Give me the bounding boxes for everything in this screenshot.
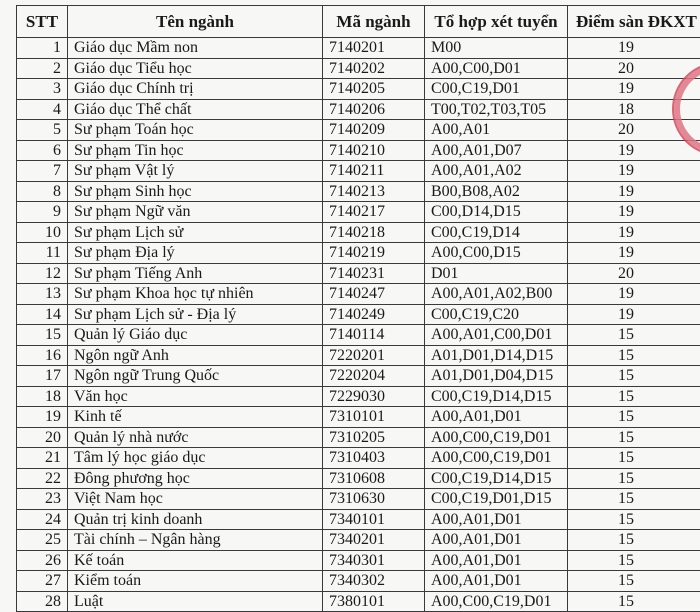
row-major-code: 7140114 — [323, 325, 425, 346]
table-header-row — [17, 6, 700, 38]
row-subject-combination: T00,T02,T03,T05 — [425, 99, 568, 120]
row-major-code: 7140205 — [323, 79, 425, 100]
admission-table-container — [16, 5, 700, 612]
row-stt: 6 — [17, 140, 68, 161]
table-row — [17, 325, 700, 346]
row-stt: 22 — [17, 468, 68, 489]
row-min-score: 19 — [568, 284, 700, 305]
row-stt: 25 — [17, 530, 68, 551]
header-min-score: Điểm sàn ĐKXT — [568, 6, 700, 38]
row-stt: 26 — [17, 550, 68, 571]
row-subject-combination: A00,C00,C19,D01 — [425, 448, 568, 469]
table-row — [17, 120, 700, 141]
row-stt: 19 — [17, 407, 68, 428]
row-major-code: 7140231 — [323, 263, 425, 284]
row-min-score: 19 — [568, 202, 700, 223]
header-stt: STT — [17, 6, 68, 38]
row-major-name: Văn học — [68, 386, 323, 407]
table-row — [17, 427, 700, 448]
row-min-score: 15 — [568, 509, 700, 530]
row-major-name: Giáo dục Tiểu học — [68, 58, 323, 79]
row-major-code: 7140213 — [323, 181, 425, 202]
row-min-score: 19 — [568, 181, 700, 202]
header-major-name: Tên ngành — [68, 6, 323, 38]
row-stt: 27 — [17, 571, 68, 592]
row-subject-combination: A00,A01,D01 — [425, 550, 568, 571]
row-major-code: 7140211 — [323, 161, 425, 182]
row-subject-combination: C00,D14,D15 — [425, 202, 568, 223]
row-major-name: Sư phạm Tiếng Anh — [68, 263, 323, 284]
table-row — [17, 38, 700, 59]
row-stt: 12 — [17, 263, 68, 284]
row-min-score: 19 — [568, 79, 700, 100]
row-major-code: 7140219 — [323, 243, 425, 264]
row-major-code: 7310101 — [323, 407, 425, 428]
row-min-score: 15 — [568, 571, 700, 592]
header-major-code: Mã ngành — [323, 6, 425, 38]
row-min-score: 19 — [568, 161, 700, 182]
row-stt: 18 — [17, 386, 68, 407]
row-min-score: 19 — [568, 243, 700, 264]
table-row — [17, 448, 700, 469]
row-min-score: 20 — [568, 58, 700, 79]
row-stt: 4 — [17, 99, 68, 120]
row-major-name: Luật — [68, 591, 323, 612]
row-stt: 17 — [17, 366, 68, 387]
row-min-score: 20 — [568, 120, 700, 141]
table-row — [17, 386, 700, 407]
row-min-score: 15 — [568, 591, 700, 612]
row-stt: 5 — [17, 120, 68, 141]
row-major-code: 7140210 — [323, 140, 425, 161]
row-major-name: Sư phạm Ngữ văn — [68, 202, 323, 223]
row-subject-combination: A00,A01,D07 — [425, 140, 568, 161]
row-min-score: 15 — [568, 325, 700, 346]
row-subject-combination: A00,A01,D01 — [425, 530, 568, 551]
row-stt: 8 — [17, 181, 68, 202]
row-subject-combination: A00,A01 — [425, 120, 568, 141]
row-stt: 24 — [17, 509, 68, 530]
row-subject-combination: A00,C00,C19,D01 — [425, 591, 568, 612]
row-min-score: 15 — [568, 366, 700, 387]
row-major-name: Quản lý Giáo dục — [68, 325, 323, 346]
row-major-name: Giáo dục Thể chất — [68, 99, 323, 120]
row-subject-combination: C00,C19,D01,D15 — [425, 489, 568, 510]
row-min-score: 15 — [568, 427, 700, 448]
table-row — [17, 345, 700, 366]
row-major-code: 7340201 — [323, 530, 425, 551]
row-subject-combination: C00,C19,D14 — [425, 222, 568, 243]
row-major-name: Tâm lý học giáo dục — [68, 448, 323, 469]
table-row — [17, 550, 700, 571]
row-subject-combination: A01,D01,D14,D15 — [425, 345, 568, 366]
table-row — [17, 140, 700, 161]
row-stt: 16 — [17, 345, 68, 366]
row-major-code: 7310403 — [323, 448, 425, 469]
row-min-score: 19 — [568, 222, 700, 243]
table-row — [17, 79, 700, 100]
row-major-name: Sư phạm Sinh học — [68, 181, 323, 202]
row-major-code: 7220201 — [323, 345, 425, 366]
row-major-code: 7380101 — [323, 591, 425, 612]
table-body — [17, 38, 700, 612]
row-stt: 3 — [17, 79, 68, 100]
table-row — [17, 366, 700, 387]
row-major-name: Quản trị kinh doanh — [68, 509, 323, 530]
table-row — [17, 284, 700, 305]
row-major-name: Giáo dục Chính trị — [68, 79, 323, 100]
row-major-code: 7140249 — [323, 304, 425, 325]
row-major-code: 7140206 — [323, 99, 425, 120]
row-stt: 20 — [17, 427, 68, 448]
table-row — [17, 181, 700, 202]
table-row — [17, 202, 700, 223]
row-major-name: Sư phạm Lịch sử — [68, 222, 323, 243]
table-row — [17, 243, 700, 264]
row-stt: 9 — [17, 202, 68, 223]
row-min-score: 15 — [568, 530, 700, 551]
row-major-name: Kinh tế — [68, 407, 323, 428]
row-major-name: Tài chính – Ngân hàng — [68, 530, 323, 551]
row-major-code: 7340101 — [323, 509, 425, 530]
row-min-score: 19 — [568, 38, 700, 59]
row-min-score: 15 — [568, 550, 700, 571]
row-min-score: 15 — [568, 448, 700, 469]
row-major-name: Kế toán — [68, 550, 323, 571]
row-subject-combination: A00,C00,C19,D01 — [425, 427, 568, 448]
table-row — [17, 161, 700, 182]
row-major-code: 7310608 — [323, 468, 425, 489]
row-stt: 13 — [17, 284, 68, 305]
row-major-name: Sư phạm Toán học — [68, 120, 323, 141]
row-major-code: 7140218 — [323, 222, 425, 243]
row-major-name: Việt Nam học — [68, 489, 323, 510]
row-major-name: Sư phạm Khoa học tự nhiên — [68, 284, 323, 305]
table-row — [17, 468, 700, 489]
row-stt: 28 — [17, 591, 68, 612]
row-min-score: 18 — [568, 99, 700, 120]
row-major-code: 7310205 — [323, 427, 425, 448]
table-row — [17, 304, 700, 325]
table-row — [17, 263, 700, 284]
admission-score-table — [16, 5, 700, 612]
row-min-score: 19 — [568, 140, 700, 161]
row-major-name: Sư phạm Tin học — [68, 140, 323, 161]
row-subject-combination: C00,C19,D14,D15 — [425, 468, 568, 489]
row-stt: 2 — [17, 58, 68, 79]
row-major-name: Giáo dục Mầm non — [68, 38, 323, 59]
row-stt: 11 — [17, 243, 68, 264]
row-major-code: 7140202 — [323, 58, 425, 79]
row-stt: 10 — [17, 222, 68, 243]
row-subject-combination: B00,B08,A02 — [425, 181, 568, 202]
table-row — [17, 509, 700, 530]
table-row — [17, 58, 700, 79]
header-subject-combination: Tổ hợp xét tuyển — [425, 6, 568, 38]
row-major-code: 7310630 — [323, 489, 425, 510]
row-min-score: 20 — [568, 263, 700, 284]
row-min-score: 15 — [568, 489, 700, 510]
row-stt: 7 — [17, 161, 68, 182]
row-major-name: Quản lý nhà nước — [68, 427, 323, 448]
row-stt: 23 — [17, 489, 68, 510]
row-subject-combination: A00,C00,D15 — [425, 243, 568, 264]
row-subject-combination: A00,A01,C00,D01 — [425, 325, 568, 346]
row-major-code: 7140201 — [323, 38, 425, 59]
row-subject-combination: A01,D01,D04,D15 — [425, 366, 568, 387]
table-row — [17, 591, 700, 612]
row-subject-combination: A00,A01,D01 — [425, 571, 568, 592]
row-min-score: 19 — [568, 304, 700, 325]
row-min-score: 15 — [568, 407, 700, 428]
row-major-name: Sư phạm Lịch sử - Địa lý — [68, 304, 323, 325]
table-row — [17, 99, 700, 120]
table-row — [17, 222, 700, 243]
row-subject-combination: A00,A01,A02,B00 — [425, 284, 568, 305]
row-subject-combination: C00,C19,C20 — [425, 304, 568, 325]
row-subject-combination: C00,C19,D14,D15 — [425, 386, 568, 407]
row-major-code: 7140209 — [323, 120, 425, 141]
row-min-score: 15 — [568, 345, 700, 366]
row-major-name: Sư phạm Địa lý — [68, 243, 323, 264]
row-major-code: 7220204 — [323, 366, 425, 387]
table-row — [17, 530, 700, 551]
row-major-name: Kiểm toán — [68, 571, 323, 592]
table-row — [17, 571, 700, 592]
row-major-name: Sư phạm Vật lý — [68, 161, 323, 182]
row-major-name: Đông phương học — [68, 468, 323, 489]
table-row — [17, 407, 700, 428]
row-subject-combination: A00,A01,A02 — [425, 161, 568, 182]
row-subject-combination: M00 — [425, 38, 568, 59]
row-subject-combination: A00,A01,D01 — [425, 509, 568, 530]
row-major-code: 7340301 — [323, 550, 425, 571]
row-subject-combination: D01 — [425, 263, 568, 284]
row-subject-combination: A00,C00,D01 — [425, 58, 568, 79]
row-major-code: 7140247 — [323, 284, 425, 305]
row-major-name: Ngôn ngữ Trung Quốc — [68, 366, 323, 387]
row-major-name: Ngôn ngữ Anh — [68, 345, 323, 366]
row-subject-combination: A00,A01,D01 — [425, 407, 568, 428]
table-row — [17, 489, 700, 510]
row-stt: 14 — [17, 304, 68, 325]
row-min-score: 15 — [568, 468, 700, 489]
row-subject-combination: C00,C19,D01 — [425, 79, 568, 100]
row-major-code: 7340302 — [323, 571, 425, 592]
row-major-code: 7229030 — [323, 386, 425, 407]
row-stt: 1 — [17, 38, 68, 59]
row-min-score: 15 — [568, 386, 700, 407]
row-major-code: 7140217 — [323, 202, 425, 223]
row-stt: 15 — [17, 325, 68, 346]
row-stt: 21 — [17, 448, 68, 469]
